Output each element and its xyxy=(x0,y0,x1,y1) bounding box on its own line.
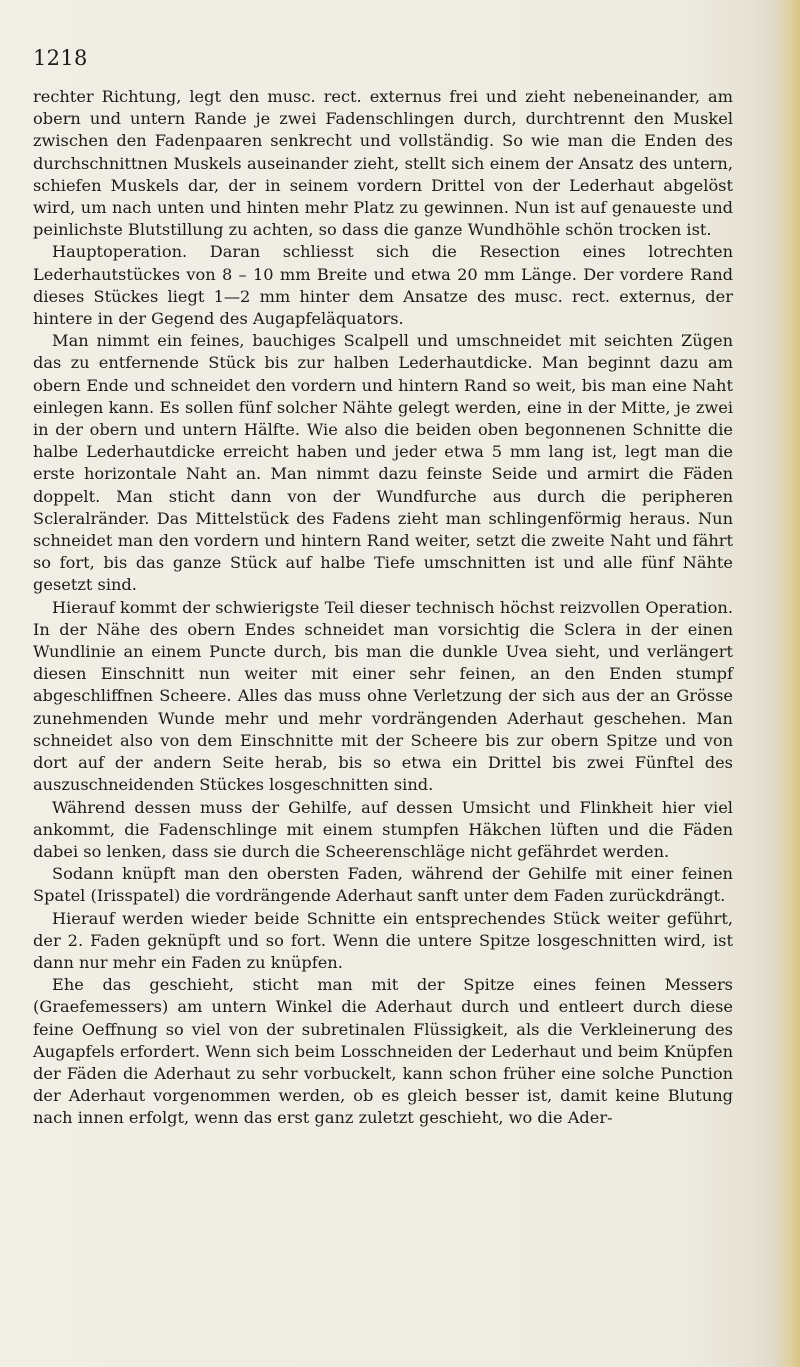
paragraph-gehilfe: Während dessen muss der Gehilfe, auf dessen Umsicht und Flinkheit hier viel ankommt, die Fadenschlinge mit einem stumpfen Häkchen lüften und die Fäden dabei so lenken, dass sie durch die Scheerenschläge nicht gefährdet werden. xyxy=(33,797,733,861)
body-text xyxy=(33,86,733,1130)
paragraph-schwierigste-teil: Hierauf kommt der schwierigste Teil dieser technisch höchst reizvollen Operation. In der Nähe des obern Endes schneidet man vorsichtig die Sclera in der einen Wundlinie an einem Puncte durch, bis man die dunkle Uvea sieht, und verlängert diesen Einschnitt nun weiter mit einer sehr feinen, an den Enden stumpf abgeschliffnen Scheere. Alles das muss ohne Verletzung der sich aus der an Grösse zunehmenden Wunde mehr und mehr vordrängenden Aderhaut geschehen. Man schneidet also von dem Einschnitte mit der Scheere bis zur obern Spitze und von dort auf der andern Seite herab, bis so etwa ein Drittel bis zwei Fünftel des auszuschneidenden Stückes losgeschnitten sind. xyxy=(33,597,733,795)
page-number: 1218 xyxy=(33,46,88,70)
paragraph-intro: rechter Richtung, legt den musc. rect. externus frei und zieht nebeneinander, am obern und untern Rande je zwei Fadenschlingen durch, durchtrennt den Muskel zwischen den Fadenpaaren senkrecht und vollständig. So wie man die Enden des durchschnittnen Muskels auseinander zieht, stellt sich einem der Ansatz des untern, schiefen Muskels dar, der in seinem vordern Drittel von der Lederhaut abgelöst wird, um nach unten und hinten mehr Platz zu gewinnen. Nun ist auf genaueste und peinlichste Blutstillung zu achten, so dass die ganze Wundhöhle schön trocken ist. xyxy=(33,87,733,240)
paragraph-hauptoperation: Hauptoperation. Daran schliesst sich die Resection eines lotrechten Lederhautstückes von 8 – 10 mm Breite und etwa 20 mm Länge. Der vordere Rand dieses Stückes liegt 1—2 mm hinter dem Ansatze des musc. rect. externus, der hintere in der Gegend des Augapfeläquators. xyxy=(33,242,733,329)
page-edge-stain xyxy=(774,0,800,1367)
paragraph-punction: Ehe das geschieht, sticht man mit der Spitze eines feinen Messers (Graefemessers) am untern Winkel die Aderhaut durch und entleert durch diese feine Oeffnung so viel von der subretinalen Flüssigkeit, als die Verkleinerung des Augapfels erfordert. Wenn sich beim Losschneiden der Lederhaut und beim Knüpfen der Fäden die Aderhaut zu sehr vorbuckelt, kann schon früher eine solche Punction der Aderhaut vorgenommen werden, ob es gleich besser ist, damit keine Blutung nach innen erfolgt, wenn das erst ganz zuletzt geschieht, wo die Ader- xyxy=(33,975,733,1128)
paragraph-knuepfen: Sodann knüpft man den obersten Faden, während der Gehilfe mit einer feinen Spatel (Irisspatel) die vordrängende Aderhaut sanft unter dem Faden zurückdrängt. xyxy=(33,864,733,906)
paragraph-scalpell: Man nimmt ein feines, bauchiges Scalpell und umschneidet mit seichten Zügen das zu entfernende Stück bis zur halben Lederhautdicke. Man beginnt dazu am obern Ende und schneidet den vordern und hintern Rand so weit, bis man eine Naht einlegen kann. Es sollen fünf solcher Nähte gelegt werden, eine in der Mitte, je zwei in der obern und untern Hälfte. Wie also die beiden oben begonnenen Schnitte die halbe Lederhautdicke erreicht haben und jeder etwa 5 mm lang ist, legt man die erste horizontale Naht an. Man nimmt dazu feinste Seide und armirt die Fäden doppelt. Man sticht dann von der Wundfurche aus durch die peripheren Scleralränder. Das Mittelstück des Fadens zieht man schlingenförmig heraus. Nun schneidet man den vordern und hintern Rand weiter, setzt die zweite Naht und fährt so fort, bis das ganze Stück auf halbe Tiefe umschnitten ist und alle fünf Nähte gesetzt sind. xyxy=(33,331,733,595)
paragraph-weiter: Hierauf werden wieder beide Schnitte ein entsprechendes Stück weiter geführt, der 2. Faden geknüpft und so fort. Wenn die untere Spitze losgeschnitten wird, ist dann nur mehr ein Faden zu knüpfen. xyxy=(33,908,733,972)
